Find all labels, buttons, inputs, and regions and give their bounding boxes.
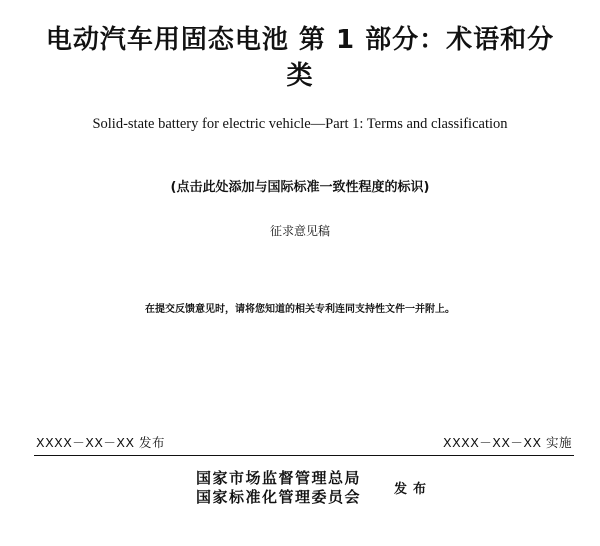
consistency-note: (点击此处添加与国际标准一致性程度的标识) [170, 180, 430, 195]
publisher-name: 国家标准化管理委员会 [196, 488, 362, 506]
draft-status-label: 征求意见稿 [269, 224, 330, 238]
issue-date: XXXX－XX－XX 发布 [36, 435, 165, 450]
publisher-block [196, 469, 386, 507]
document-title-chinese: 电动汽车用固态电池 第 1 部分：术语和分类 [45, 25, 555, 91]
implementation-date: XXXX－XX－XX 实施 [443, 435, 572, 450]
publisher-name: 国家市场监督管理总局 [196, 469, 362, 487]
publish-label: 发布 [394, 482, 433, 497]
patent-instruction: 在提交反馈意见时，请将您知道的相关专利连同支持性文件一并附上。 [145, 304, 455, 315]
divider-line [34, 455, 574, 456]
document-title-english: Solid-state battery for electric vehicle—Part 1: Terms and classification [92, 116, 508, 132]
